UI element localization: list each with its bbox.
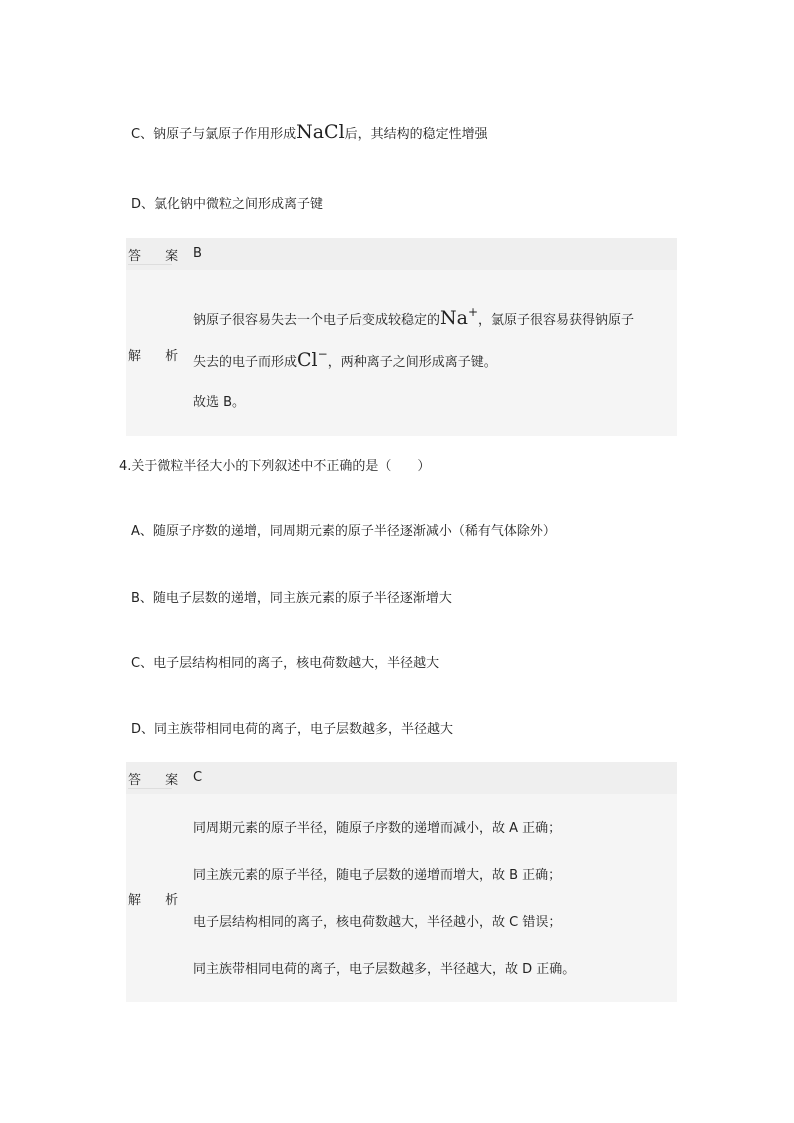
q4-analysis-row [126,794,677,1002]
q4-analysis-line: 同主族元素的原子半径，随电子层数的递增而增大，故 B 正确； [193,868,562,883]
q3-answer-label: 答 案 [128,245,172,265]
q3-option-c [131,122,488,145]
q3-analysis-label: 解 析 [128,349,189,364]
q4-option-c: C、电子层结构相同的离子，核电荷数越大，半径越大 [131,656,440,671]
q4-answer-box [126,762,677,1002]
q3-na-symbol: Na [440,307,468,329]
q4-option-a: A、随原子序数的递增，同周期元素的原子半径逐渐减小（稀有气体除外） [131,524,556,539]
q3-answer-value: B [193,246,202,261]
q4-analysis-label: 解 析 [128,893,189,908]
q3-answer-box [126,238,677,436]
q4-option-d: D、同主族带相同电荷的离子，电子层数越多，半径越大 [131,722,454,737]
q3-analysis-line-3: 故选 B。 [193,395,246,410]
q4-analysis-line: 同周期元素的原子半径，随原子序数的递增而减小，故 A 正确； [193,821,562,836]
q3-option-d: D、氯化钠中微粒之间形成离子键 [131,197,324,212]
q3-option-c-text-before: C、钠原子与氯原子作用形成 [131,127,297,142]
q4-option-b: B、随电子层数的递增，同主族元素的原子半径逐渐增大 [131,591,452,606]
q4-analysis-line: 电子层结构相同的离子，核电荷数越大，半径越小，故 C 错误； [193,915,562,930]
q3-option-c-formula: NaCl [296,121,345,143]
q3-analysis-row [126,270,677,436]
q4-answer-row [126,762,677,794]
q3-cl-ion [297,349,328,371]
q3-analysis-line-2-after: ，两种离子之间形成离子键。 [327,355,497,370]
q3-option-c-text-after: 后，其结构的稳定性增强 [344,127,488,142]
q4-stem: 4.关于微粒半径大小的下列叙述中不正确的是（ ） [119,459,431,474]
q3-analysis-line-1-before: 钠原子很容易失去一个电子后变成较稳定的 [193,313,441,328]
q3-na-ion [440,307,478,329]
q3-analysis-line-1-after: ，氯原子很容易获得钠原子 [478,313,635,328]
q4-answer-value: C [193,770,203,785]
q3-na-charge: + [467,305,479,319]
q3-analysis-line-2-before: 失去的电子而形成 [193,355,298,370]
q3-analysis-line-2 [193,343,497,374]
q4-analysis-line: 同主族带相同电荷的离子，电子层数越多，半径越大，故 D 正确。 [193,962,576,977]
q3-cl-charge: − [317,347,328,361]
q4-answer-label: 答 案 [128,769,172,789]
q3-cl-symbol: Cl [297,349,318,371]
q3-analysis-line-1 [193,301,634,332]
q3-answer-row [126,238,677,270]
